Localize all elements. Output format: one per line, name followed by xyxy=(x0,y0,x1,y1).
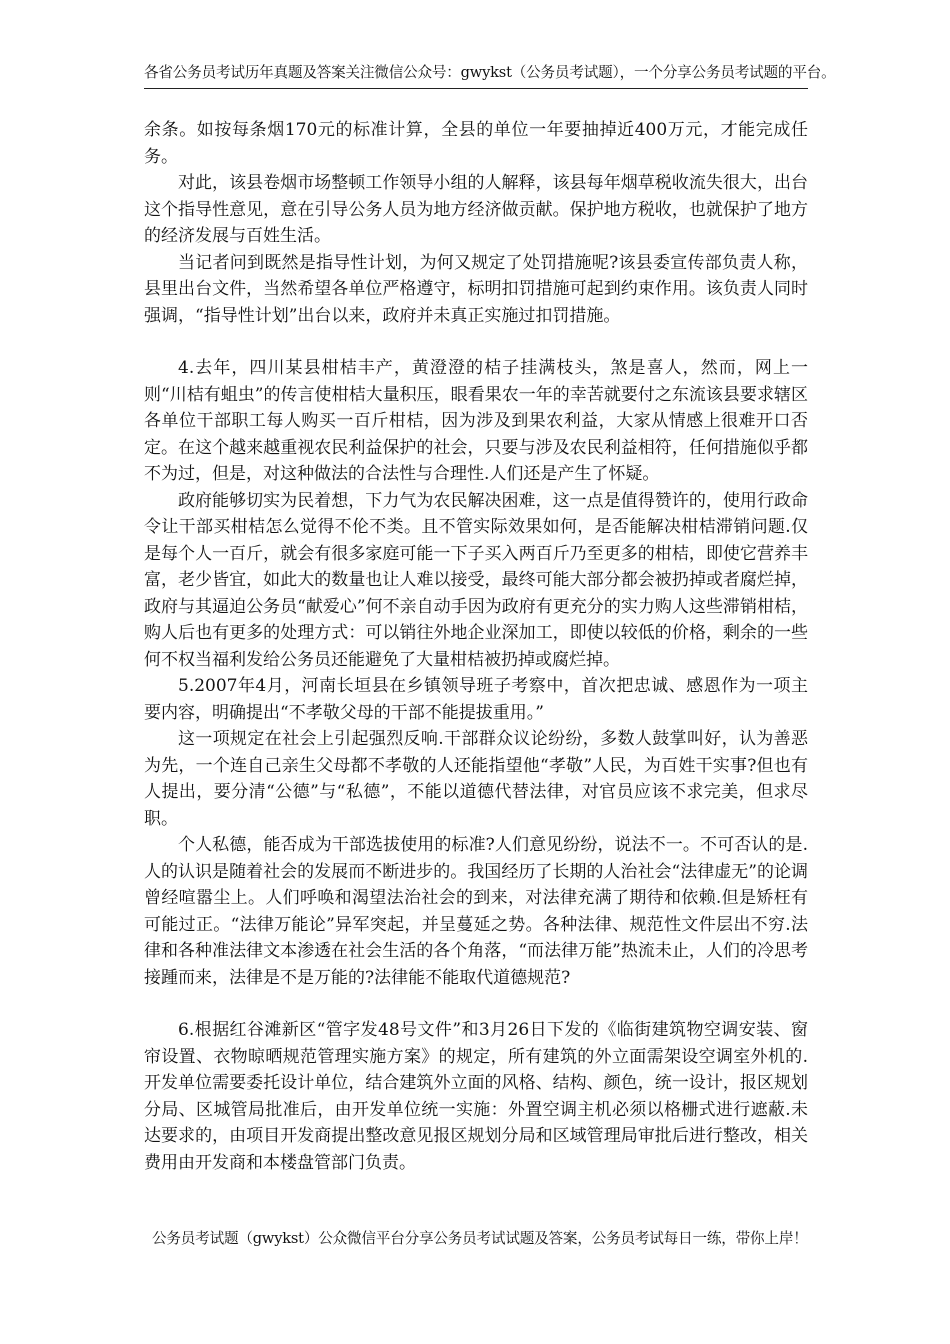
paragraph: 当记者问到既然是指导性计划，为何又规定了处罚措施呢?该县委宣传部负责人称，县里出台文件，当然希望各单位严格遵守，标明扣罚措施可起到约束作用。该负责人同时强调，“指导性计划”出台以来，政府并未真正实施过扣罚措施。 xyxy=(144,252,808,326)
paragraph-gap xyxy=(144,991,808,1017)
paragraph: 个人私德，能否成为干部选拔使用的标准?人们意见纷纷，说法不一。不可否认的是.人的认识是随着社会的发展而不断进步的。我国经历了长期的人治社会“法律虚无”的论调曾经喧嚣尘上。人们呼唤和渴望法治社会的到来，对法律充满了期待和依赖.但是矫枉有可能过正。“法律万能论”异军突起，并呈蔓延之势。各种法律、规范性文件层出不穷.法律和各种准法律文本渗透在社会生活的各个角落，“而法律万能”热流未止，人们的冷思考接踵而来，法律是不是万能的?法律能不能取代道德规范? xyxy=(144,835,808,988)
paragraph: 对此，该县卷烟市场整顿工作领导小组的人解释，该县每年烟草税收流失很大，出台这个指导性意见，意在引导公务人员为地方经济做贡献。保护地方税收，也就保护了地方的经济发展与百姓生活。 xyxy=(144,173,808,246)
paragraph: 这一项规定在社会上引起强烈反响.干部群众议论纷纷，多数人鼓掌叫好，认为善恶为先，一个连自己亲生父母都不孝敬的人还能指望他“孝敬”人民，为百姓干实事?但也有人提出，要分清“公德”与“私德”，不能以道德代替法律，对官员应该不求完美，但求尽职。 xyxy=(144,729,808,829)
header-divider xyxy=(144,88,808,89)
paragraph-continuation: 余条。如按每条烟170元的标准计算，全县的单位一年要抽掉近400万元，才能完成任务。 xyxy=(144,120,808,167)
document-body xyxy=(144,117,808,1176)
paragraph: 政府能够切实为民着想，下力气为农民解决困难，这一点是值得赞许的，使用行政命令让干部买柑桔怎么觉得不伦不类。且不管实际效果如何，是否能解决柑桔滞销问题.仅是每个人一百斤，就会有很多家庭可能一下子买入两百斤乃至更多的柑桔，即使它营养丰富，老少皆宜，如此大的数量也让人难以接受，最终可能大部分都会被扔掉或者腐烂掉，政府与其逼迫公务员“献爱心”何不亲自动手因为政府有更充分的实力购人这些滞销柑桔，购人后也有更多的处理方式：可以销往外地企业深加工，即使以较低的价格，剩余的一些何不权当福利发给公务员还能避免了大量柑桔被扔掉或腐烂掉。 xyxy=(144,490,808,670)
paragraph-item-4: 4.去年，四川某县柑桔丰产，黄澄澄的桔子挂满枝头，煞是喜人，然而，网上一则“川桔有蛆虫”的传言使柑桔大量积压，眼看果农一年的幸苦就要付之东流该县要求辖区各单位干部职工每人购买一百斤柑桔，因为涉及到果农利益，大家从情感上很难开口否定。在这个越来越重视农民利益保护的社会，只要与涉及农民利益相符，任何措施似乎都不为过，但是，对这种做法的合法性与合理性.人们还是产生了怀疑。 xyxy=(144,358,808,484)
paragraph-gap xyxy=(144,329,808,355)
page-footer: 公务员考试题（gwykst）公众微信平台分享公务员考试试题及答案，公务员考试每日一练，带你上岸！ xyxy=(152,1230,808,1247)
paragraph-item-6: 6.根据红谷滩新区“管字发48号文件”和3月26日下发的《临街建筑物空调安装、窗帘设置、衣物晾晒规范管理实施方案》的规定，所有建筑的外立面需架设空调室外机的.开发单位需要委托设计单位，结合建筑外立面的风格、结构、颜色，统一设计，报区规划分局、区城管局批准后，由开发单位统一实施：外置空调主机必须以格栅式进行遮蔽.未达要求的，由项目开发商提出整改意见报区规划分局和区域管理局审批后进行整改，相关费用由开发商和本楼盘管部门负责。 xyxy=(144,1020,808,1173)
paragraph-item-5: 5.2007年4月，河南长垣县在乡镇领导班子考察中，首次把忠诚、感恩作为一项主要内容，明确提出“不孝敬父母的干部不能提拔重用。” xyxy=(144,676,808,723)
page-header: 各省公务员考试历年真题及答案关注微信公众号：gwykst（公务员考试题），一个分享公务员考试题的平台。 xyxy=(144,64,836,81)
